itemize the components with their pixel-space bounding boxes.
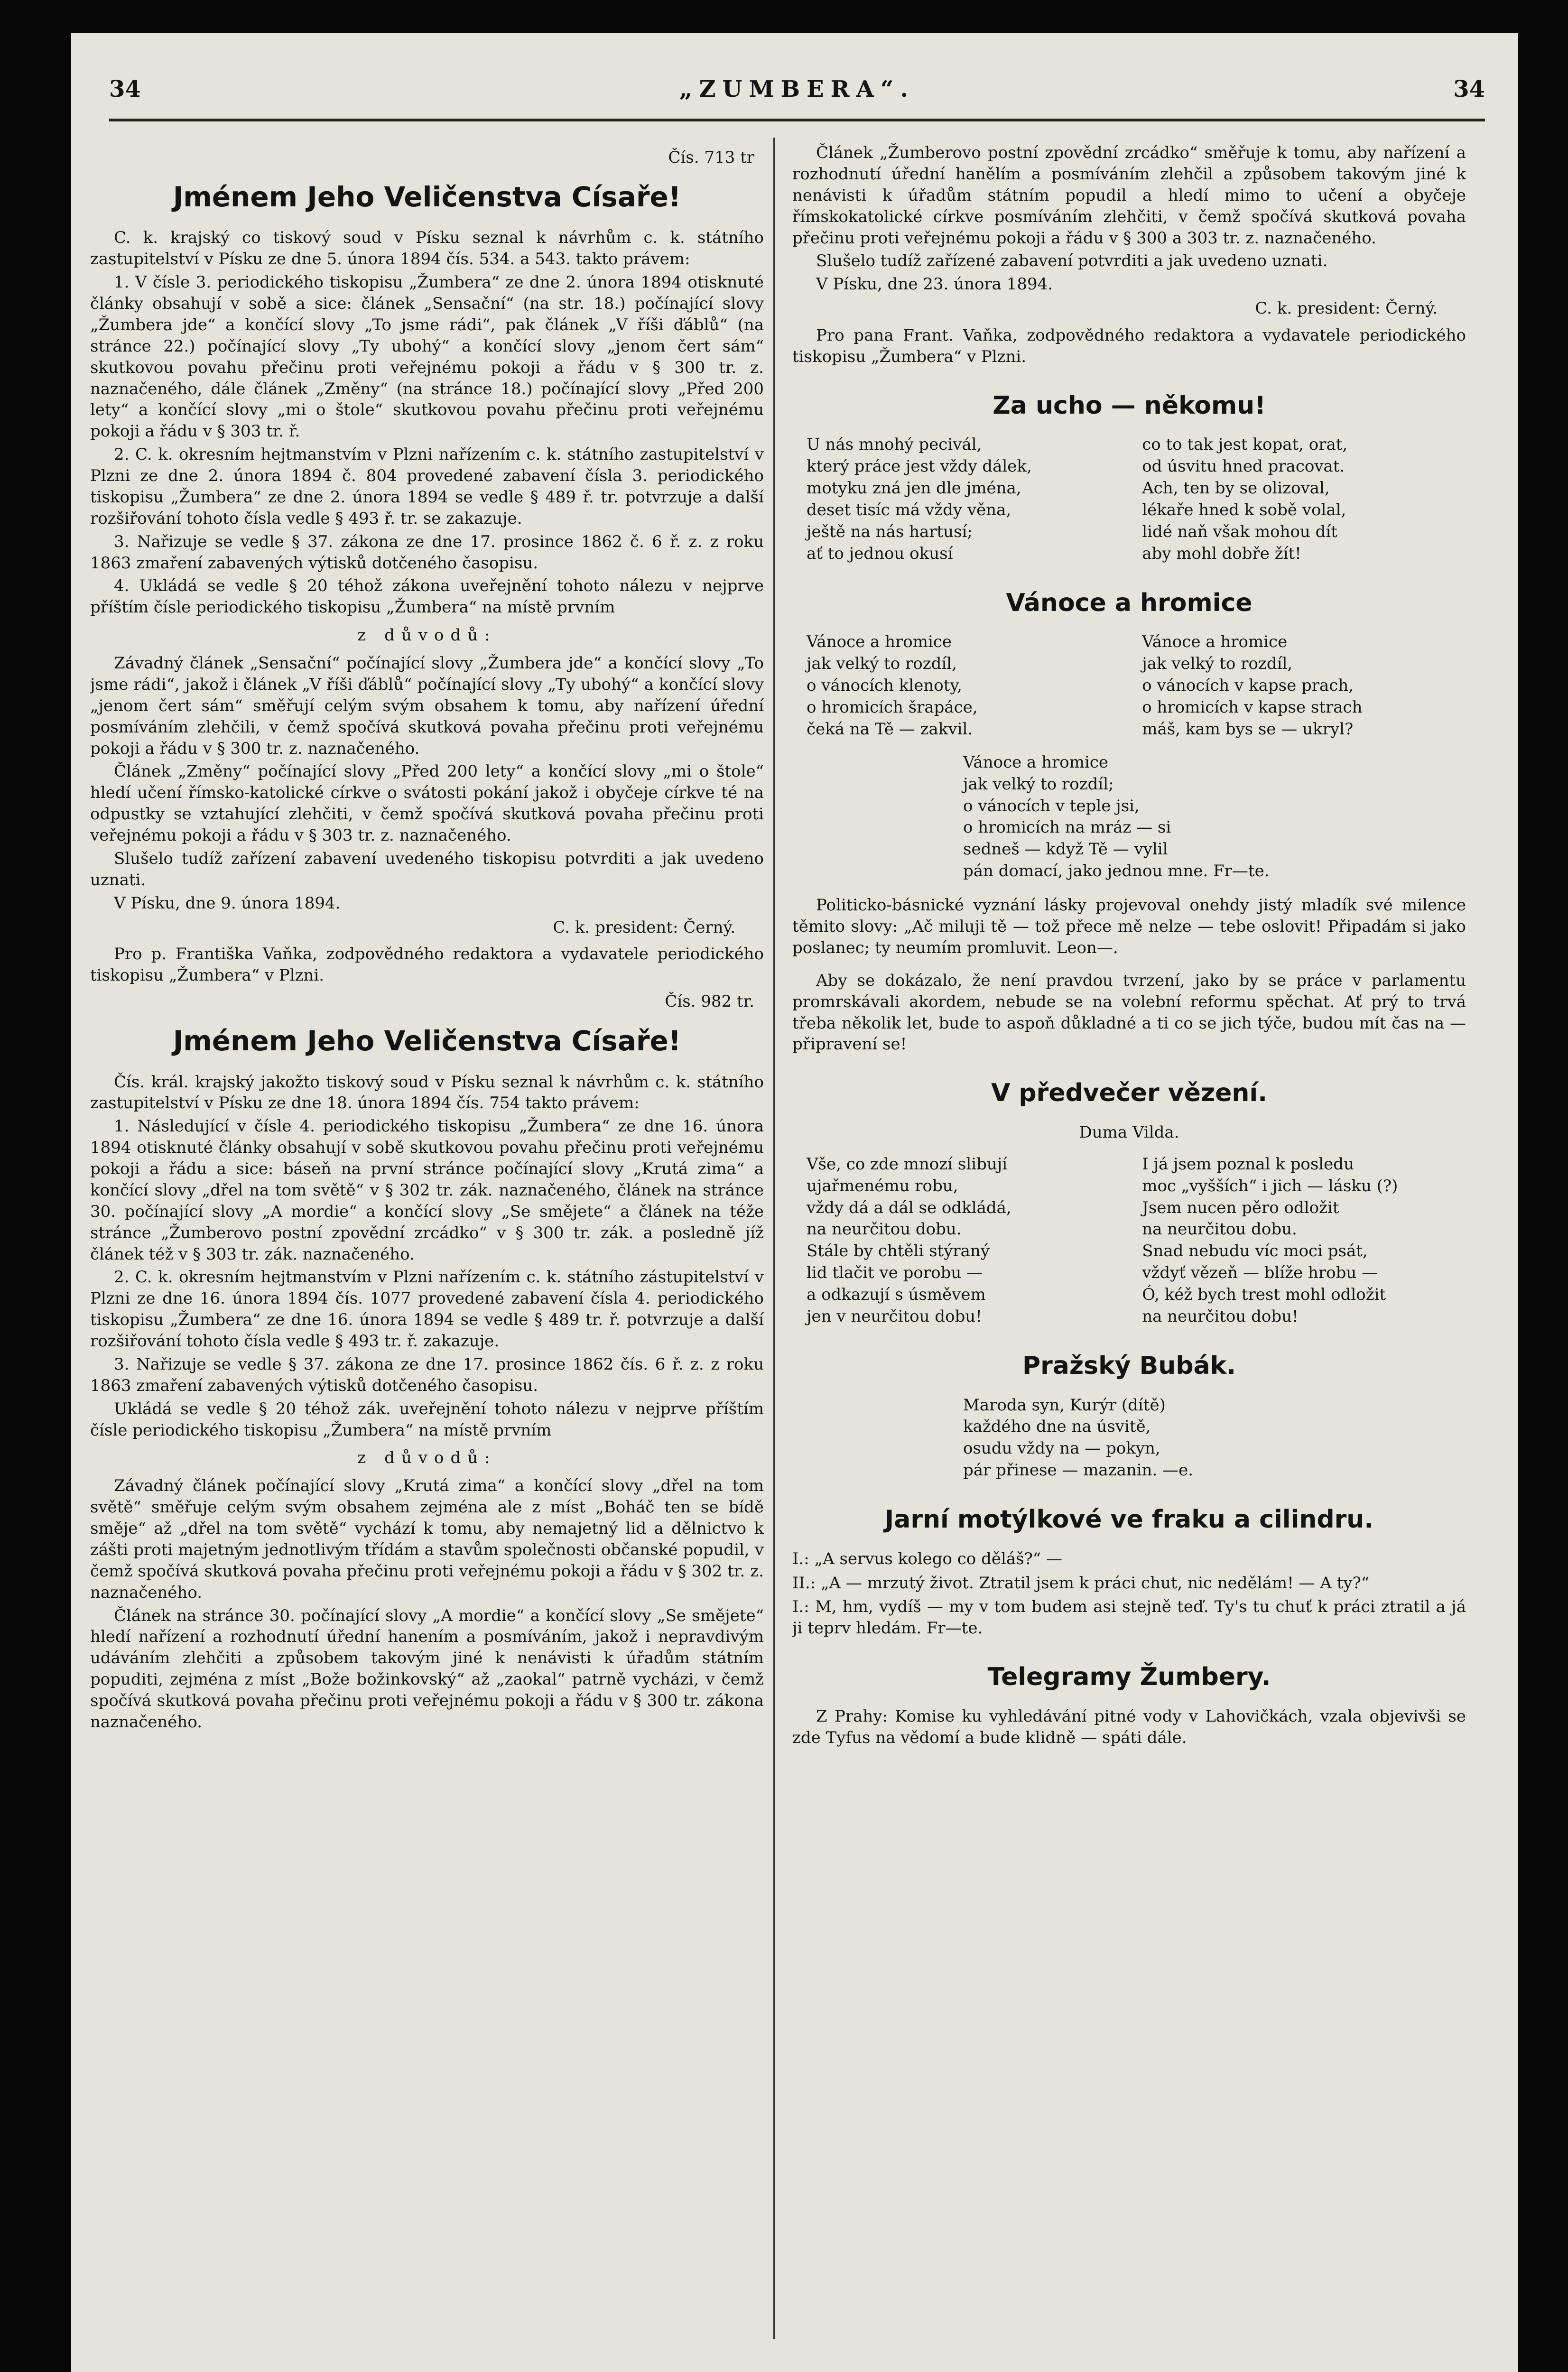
paragraph: Z Prahy: Komise ku vyhledávání pitné vody v Lahovičkách, vzala objevivši se zde Tyfus na vědomí a bude klidně — spáti dále. — [792, 1706, 1466, 1747]
poem-line: jak velký to rozdíl, — [1142, 654, 1293, 674]
reasons-heading: z důvodů: — [357, 1448, 497, 1468]
poem-line: každého dne na úsvitě, — [963, 1417, 1151, 1436]
page-number-left: 34 — [109, 76, 141, 102]
verdict-title: Jménem Jeho Veličenstva Císaře! — [173, 1025, 681, 1057]
right-column — [792, 142, 1466, 2334]
paragraph: Slušelo tudíž zařízené zabavení potvrditi a jak uvedeno uznati. — [816, 251, 1328, 271]
paragraph: 4. Ukládá se vedle § 20 téhož zákona uveřejnění tohoto nálezu v nejprve příštím čísle periodického tiskopisu „Žumbera“ na místě prvním — [90, 576, 764, 617]
reasons-heading: z důvodů: — [357, 626, 497, 645]
section-heading: Za ucho — někomu! — [993, 391, 1266, 420]
case-number: Čís. 713 tr — [668, 148, 754, 167]
section-subtitle: Duma Vilda. — [1079, 1122, 1179, 1142]
poem-line: sedneš — když Tě — vylil — [963, 840, 1168, 859]
poem-line: aby mohl dobře žít! — [1142, 544, 1301, 563]
case-number: Čís. 982 tr. — [665, 992, 754, 1011]
poem-stanza — [807, 1154, 1116, 1328]
poem-line: čeká na Tě — zakvil. — [807, 719, 973, 739]
page-number-right: 34 — [1453, 76, 1485, 102]
poem-line: Ó, kéž bych trest mohl odložit — [1142, 1285, 1386, 1305]
poem-line: lid tlačit ve porobu — — [807, 1263, 983, 1283]
paragraph: Aby se dokázalo, že není pravdou tvrzení, jako by se práce v parlamentu promrskávali akordem, nebude se na volební reformu spěchat. Ať prý to trvá třeba několik let, bude to aspoň důkladné a ti co se jich týče, budou mít čas na — připravení se! — [792, 971, 1466, 1054]
section-heading: V předvečer vězení. — [991, 1079, 1267, 1108]
signature: C. k. president: Černý. — [553, 917, 735, 937]
section-heading: Jarní motýlkové ve fraku a cilindru. — [884, 1505, 1374, 1534]
poem-line: deset tisíc má vždy věna, — [807, 500, 1011, 520]
paragraph: Pro pana Frant. Vaňka, zodpovědného redaktora a vydavatele periodického tiskopisu „Žumbera“ v Plzni. — [792, 326, 1466, 366]
poem-line: pár přinese — mazanin. —e. — [963, 1461, 1194, 1480]
poem-line: co to tak jest kopat, orat, — [1142, 435, 1348, 454]
poem-line: který práce jest vždy dálek, — [807, 457, 1032, 476]
masthead — [109, 66, 1485, 121]
poem-line: o hromicích šrapáce, — [807, 698, 978, 717]
poem-line: o vánocích klenoty, — [807, 676, 962, 695]
paragraph: Článek na stránce 30. počínající slovy „A mordie“ a končící slovy „Se smějete“ hledí nařízení a rozhodnutí úřední hanením a posmíváním, jakož i nepravdivým udáváním zlehčiti a způsobem takovým jiné k nenávisti k úřadům státním popuditi, zejména z míst „Bože božinkovský“ až „zaokal“ patrně vycházi, v čemž spočívá skutková povaha přečinu proti veřejnému pokoji a řádu v § 300 tr. zákona naznačeného. — [90, 1606, 764, 1732]
poem-line: na neurčitou dobu. — [807, 1220, 962, 1239]
left-column — [90, 142, 764, 2334]
poem-line: od úsvitu hned pracovat. — [1142, 457, 1345, 476]
paragraph: 3. Nařizuje se vedle § 37. zákona ze dne 17. prosince 1862 čís. 6 ř. z. z roku 1863 zmaření zabavených výtisků dotčeného časopisu. — [90, 1354, 764, 1395]
poem-stanza — [1142, 631, 1452, 740]
poem-line: Vše, co zde mnozí slibují — [807, 1154, 1008, 1174]
poem-line: vždy dá a dál se odkládá, — [807, 1198, 1011, 1217]
poem-line: pán domací, jako jednou mne. Fr—te. — [963, 862, 1270, 881]
paragraph: Závadný článek „Sensační“ počínající slovy „Žumbera jde“ a končící slovy „To jsme rádi“, jakož i článek „V říši ďáblů“ počínající slovy „Ty ubohý“ a končící slovy „jenom čert sám“ směřují celým svým obsahem k tomu, aby nařízení úřední posmíváním zlehčili, v čemž spočívá skutková povaha přečinu proti veřejnému pokoji a řádu v § 300 tr. z. naznačeného. — [90, 654, 764, 758]
poem-line: jen v neurčitou dobu! — [807, 1307, 982, 1326]
poem-line: o hromicích v kapse strach — [1142, 698, 1363, 717]
poem-line: ještě na nás hartusí; — [807, 522, 973, 541]
poem-line: Jsem nucen pěro odložit — [1142, 1198, 1339, 1217]
poem-line: ujařmenému robu, — [807, 1176, 958, 1195]
poem-stanza — [1142, 1154, 1452, 1328]
paragraph: Článek „Žumberovo postní zpovědní zrcádko“ směřuje k tomu, aby nařízení a rozhodnutí úřední hanělím a posmíváním zlehčil a způsobem takovým jiné k nenávisti k úřadům státním popudil a hledí mimo to učení a obyčeje římskokatolické církve posmíváním zlehčiti, v čemž spočívá skutková povaha přečinu proti veřejnému pokoji a řádu v § 300 a 303 tr. z. naznačeného. — [792, 143, 1466, 248]
paragraph: Závadný článek počínající slovy „Krutá zima“ a končící slovy „dřel na tom světě“ směřuje celým svým obsahem zejména ale z míst „Boháč ten se bídě směje“ až „dřel na tom světě“ vychází k tomu, aby nemajetný lid a dělnictvo k zášti proti majetným jednotlivým třídám a stavům společnosti občanské popudil, v čemž spočívá skutková povaha přečinu proti veřejnému pokoji a řádu v § 302 tr. z. naznačeného. — [90, 1476, 764, 1602]
poem-line: lidé naň však mohou dít — [1142, 522, 1337, 541]
poem-line: U nás mnohý pecivál, — [807, 435, 982, 454]
section-heading: Telegramy Žumbery. — [987, 1663, 1271, 1692]
signature: C. k. president: Černý. — [1255, 299, 1438, 318]
poem — [807, 631, 1452, 740]
paragraph: C. k. krajský co tiskový soud v Písku seznal k návrhům c. k. státního zastupitelství v Písku ze dne 5. února 1894 čís. 534. a 543. takto právem: — [90, 228, 764, 269]
poem-line: Vánoce a hromice — [807, 632, 952, 652]
dateline: V Písku, dne 23. února 1894. — [816, 275, 1053, 294]
poem-line: I já jsem poznal k posledu — [1142, 1154, 1354, 1174]
poem-line: motyku zná jen dle jména, — [807, 479, 1021, 498]
paragraph: 1. V čísle 3. periodického tiskopisu „Žumbera“ ze dne 2. února 1894 otisknuté články obsahují v sobě a sice: článek „Sensační“ (na str. 18.) počínající slovy „Žumbera jde“ a končící slovy „To jsme rádi“, pak článek „V říši ďáblů“ (na stránce 22.) počínající slovy „Ty ubohý“ a končící slovy „jenom čert sám“ skutkovou povahu přečinu proti veřejnému pokoji a řádu v § 300 tr. z. naznačeného, dále článek „Změny“ (na stránce 18.) počínající slovy „Před 200 lety“ a končící slovy „mi o štole“ skutkovou povahu přečinu proti veřejnému pokoji a řádu v § 303 tr. ř. — [90, 273, 764, 441]
paragraph: 2. C. k. okresním hejtmanstvím v Plzni nařízením c. k. státního zástupitelství v Plzni ze dne 16. února 1894 čís. 1077 provedené zabavení čísla 4. periodického tiskopisu „Žumbera“ ze dne 16. února 1894 se vedle § 489 tr. ř. potvrzuje a další rozšiřování tohoto čísla vedle § 493 tr. ř. zakazuje. — [90, 1268, 764, 1351]
poem — [807, 1154, 1452, 1328]
section-heading: Pražský Bubák. — [1022, 1351, 1236, 1380]
section-heading: Vánoce a hromice — [1006, 588, 1253, 617]
dialogue-line: I.: „A servus kolego co děláš?“ — — [792, 1549, 1062, 1568]
newspaper-title: „ZUMBERA“. — [679, 76, 915, 102]
poem-line: na neurčitou dobu! — [1142, 1307, 1299, 1326]
poem-stanza — [963, 1395, 1466, 1482]
poem-line: a odkazují s úsměvem — [807, 1285, 986, 1305]
poem-stanza — [963, 752, 1466, 882]
dialogue-line: II.: „A — mrzutý život. Ztratil jsem k práci chut, nic nedělám! — A ty?“ — [792, 1573, 1370, 1593]
poem-line: Vánoce a hromice — [963, 752, 1109, 772]
poem-line: jak velký to rozdíl; — [963, 774, 1114, 794]
paragraph: Čís. král. krajský jakožto tiskový soud v Písku seznal k návrhům c. k. státního zastupitelství v Písku ze dne 18. února 1894 čís. 754 takto právem: — [90, 1072, 764, 1113]
poem-line: lékaře hned k sobě volal, — [1142, 500, 1346, 520]
paragraph: Ukládá se vedle § 20 téhož zák. uveřejnění tohoto nálezu v nejprve příštím čísle periodického tiskopisu „Žumbera“ na místě prvním — [90, 1399, 764, 1440]
poem-line: Vánoce a hromice — [1142, 632, 1288, 652]
poem-line: Maroda syn, Kurýr (dítě) — [963, 1395, 1166, 1415]
poem-stanza — [1142, 434, 1452, 565]
poem-line: ať to jednou okusí — [807, 544, 953, 563]
paragraph: Článek „Změny“ počínající slovy „Před 200 lety“ a končící slovy „mi o štole“ hledí učení římsko-katolické církve o svátosti pokání jakož i obyčeje církve té na odpustky se vztahující zlehčiti, v čemž spočívá skutková povaha přečinu proti veřejnému pokoji a řádu v § 303 tr. z. naznačeného. — [90, 762, 764, 845]
verdict-title: Jménem Jeho Veličenstva Císaře! — [173, 180, 681, 213]
poem-stanza — [807, 434, 1116, 565]
dialogue-line: I.: M, hm, vydíš — my v tom budem asi stejně teď. Ty's tu chuť k práci ztratil a já ji teprv hledám. Fr—te. — [792, 1597, 1466, 1638]
poem-line: vždyť vězeň — blíže hrobu — — [1142, 1263, 1378, 1283]
dateline: V Písku, dne 9. února 1894. — [114, 893, 341, 913]
poem-stanza — [807, 631, 1116, 740]
poem — [807, 434, 1452, 565]
column-divider — [773, 138, 775, 2339]
newspaper-page — [71, 33, 1518, 2372]
paragraph: 3. Nařizuje se vedle § 37. zákona ze dne 17. prosince 1862 č. 6 ř. z. z roku 1863 zmaření zabavených výtisků dotčeného časopisu. — [90, 532, 764, 573]
poem-line: o hromicích na mráz — si — [963, 818, 1171, 837]
poem-line: Ach, ten by se olizoval, — [1142, 479, 1330, 498]
poem-line: Stále by chtěli stýraný — [807, 1242, 990, 1261]
poem-line: máš, kam bys se — ukryl? — [1142, 719, 1354, 739]
poem-line: Snad nebudu víc moci psát, — [1142, 1242, 1368, 1261]
poem-line: o vánocích v kapse prach, — [1142, 676, 1354, 695]
poem-line: o vánocích v teple jsi, — [963, 796, 1140, 815]
poem-line: moc „vyšších“ i jich — lásku (?) — [1142, 1176, 1398, 1195]
poem-line: na neurčitou dobu. — [1142, 1220, 1297, 1239]
paragraph: Slušelo tudíž zařízení zabavení uvedeného tiskopisu potvrditi a jak uvedeno uznati. — [90, 849, 764, 890]
paragraph: Pro p. Františka Vaňka, zodpovědného redaktora a vydavatele periodického tiskopisu „Žumbera“ v Plzni. — [90, 945, 764, 985]
paragraph: Politicko-básnické vyznání lásky projevoval onehdy jistý mladík své milence těmito slovy: „Ač miluji tě — tož přece mě nelze — tebe oslovit! Připadám si jako poslanec; ty neumím promluvit. Leon—. — [792, 896, 1466, 957]
paragraph: 1. Následující v čísle 4. periodického tiskopisu „Žumbera“ ze dne 16. února 1894 otisknuté články obsahují v sobě skutkovou povahu přečinu proti veřejnému pokoji a řádu a sice: báseň na první stránce počínající slovy „Krutá zima“ a končící slovy „dřel na tom světě“ v § 302 tr. zák. naznačeného, článek na stránce 30. počínající slovy „A mordie“ a končící slovy „Se smějete“ a článek na téže stránce „Žumberovo postní zpovědní zrcádko“ v § 300 tr. zák. a posledně jíž článek též v § 303 tr. zák. naznačeného. — [90, 1117, 764, 1264]
poem-line: osudu vždy na — pokyn, — [963, 1439, 1160, 1458]
poem-line: jak velký to rozdíl, — [807, 654, 957, 674]
paragraph: 2. C. k. okresním hejtmanstvím v Plzni nařízením c. k. státního zastupitelství v Plzni ze dne 2. února 1894 č. 804 provedené zabavení čísla 3. periodického tiskopisu „Žumbera“ ze dne 2. února 1894 se vedle § 489 ř. tr. potvrzuje a další rozšiřování tohoto čísla vedle § 493 ř. tr. se zakazuje. — [90, 445, 764, 528]
